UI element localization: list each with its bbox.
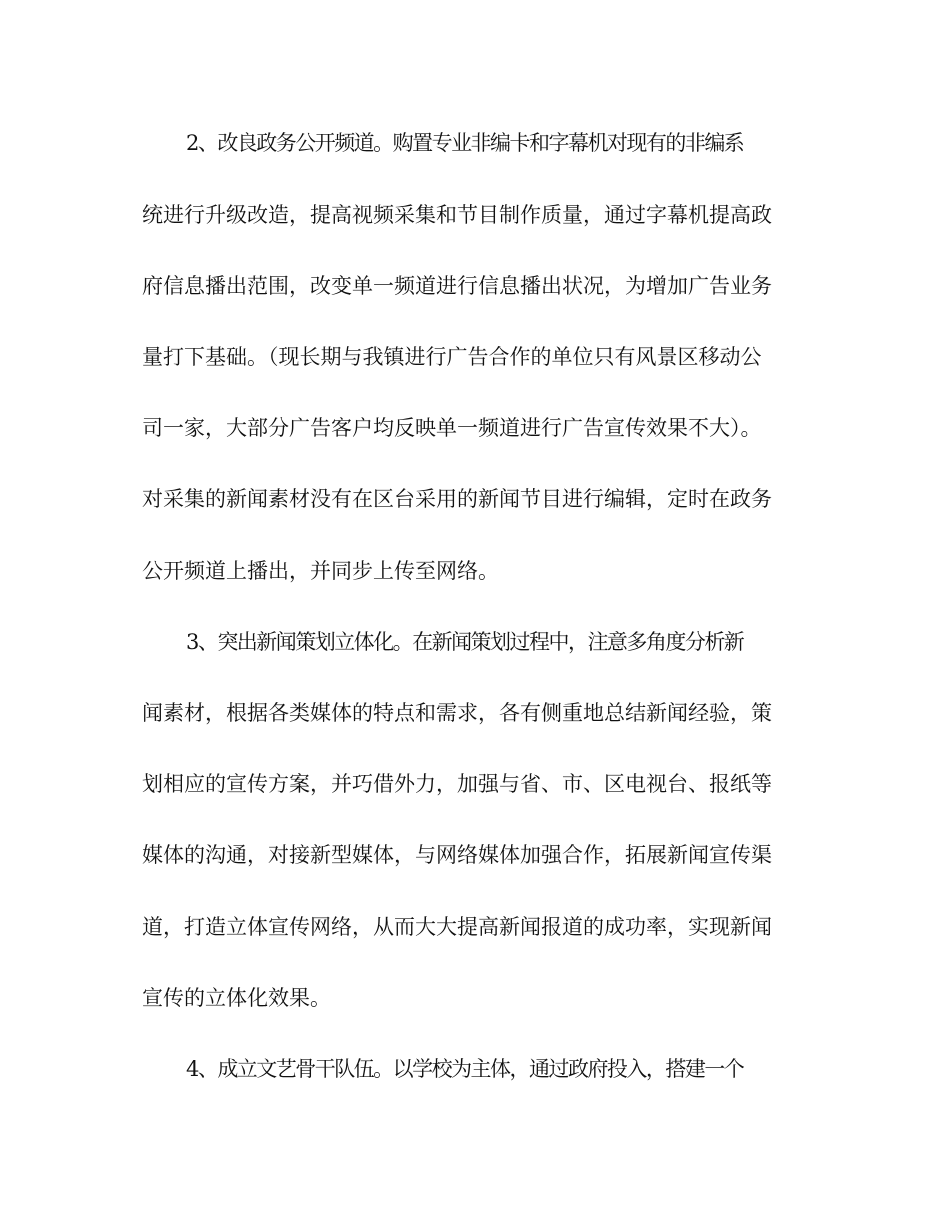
paragraph-3-line-5: 道，打造立体宣传网络，从而大大提高新闻报道的成功率，实现新闻 <box>142 915 772 939</box>
paragraph-3-line-4: 媒体的沟通，对接新型媒体，与网络媒体加强合作，拓展新闻宣传渠 <box>142 843 772 867</box>
paragraph-3-line-6: 宣传的立体化效果。 <box>142 986 331 1010</box>
paragraph-3-line-2: 闻素材，根据各类媒体的特点和需求，各有侧重地总结新闻经验，策 <box>142 701 772 725</box>
paragraph-2-line-3: 府信息播出范围，改变单一频道进行信息播出状况，为增加广告业务 <box>142 274 772 298</box>
paragraph-2-line-4: 量打下基础。（现长期与我镇进行广告合作的单位只有风景区移动公 <box>142 345 762 369</box>
paragraph-3-line-1: 3、突出新闻策划立体化。在新闻策划过程中，注意多角度分析新 <box>186 630 744 654</box>
paragraph-2-line-1: 2、改良政务公开频道。购置专业非编卡和字幕机对现有的非编系 <box>186 131 744 155</box>
paragraph-2-line-6: 对采集的新闻素材没有在区台采用的新闻节目进行编辑，定时在政务 <box>142 487 772 511</box>
paragraph-2-line-7: 公开频道上播出，并同步上传至网络。 <box>142 559 499 583</box>
paragraph-3-line-3: 划相应的宣传方案，并巧借外力，加强与省、市、区电视台、报纸等 <box>142 772 772 796</box>
paragraph-2-line-2: 统进行升级改造，提高视频采集和节目制作质量，通过字幕机提高政 <box>142 203 772 227</box>
paragraph-2-line-5: 司一家，大部分广告客户均反映单一频道进行广告宣传效果不大）。 <box>142 416 762 440</box>
paragraph-4-line-1: 4、成立文艺骨干队伍。以学校为主体，通过政府投入，搭建一个 <box>186 1057 744 1081</box>
